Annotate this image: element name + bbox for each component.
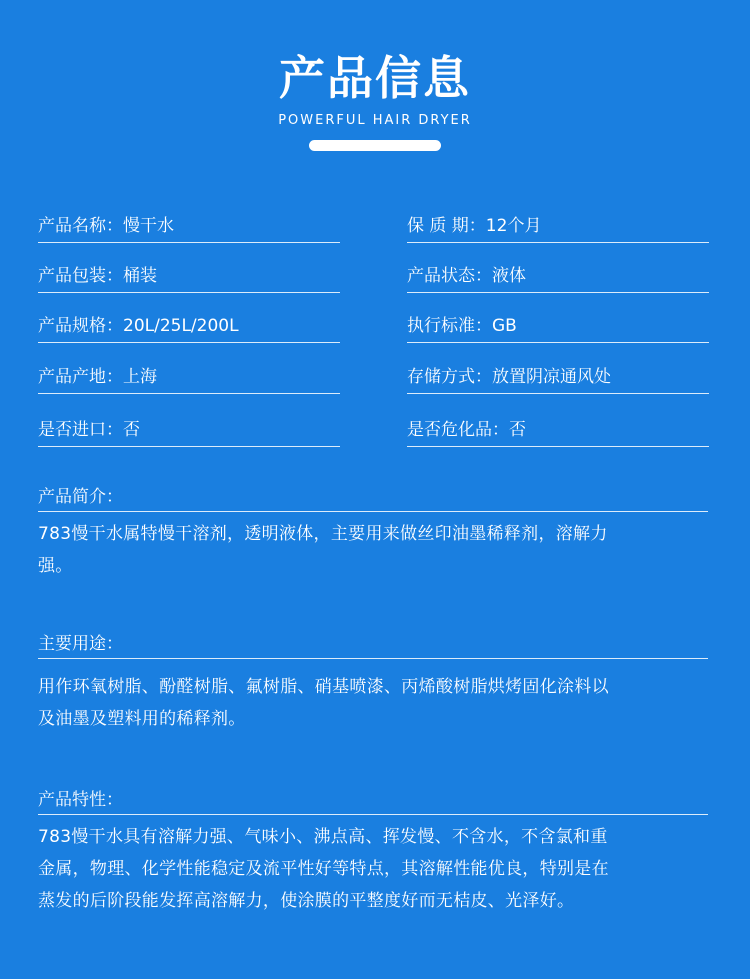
field-imported: 是否进口：否 [38, 414, 340, 447]
field-packaging: 产品包装：桶装 [38, 260, 340, 293]
section-heading-features: 产品特性： [38, 786, 708, 815]
field-state: 产品状态：液体 [407, 260, 709, 293]
field-origin: 产品产地：上海 [38, 361, 340, 394]
page-subtitle: POWERFUL HAIR DRYER [278, 113, 472, 128]
section-body-features [38, 821, 714, 917]
page-title: 产品信息 [279, 51, 471, 105]
field-storage: 存储方式：放置阴凉通风处 [407, 361, 709, 394]
section-body-uses [38, 671, 714, 735]
section-line: 金属，物理、化学性能稳定及流平性好等特点，其溶解性能优良，特别是在 [38, 859, 609, 879]
field-product-name: 产品名称：慢干水 [38, 210, 340, 243]
section-line: 783慢干水属特慢干溶剂，透明液体，主要用来做丝印油墨稀释剂，溶解力 [38, 524, 608, 544]
section-line: 强。 [38, 556, 73, 576]
section-line: 蒸发的后阶段能发挥高溶解力，使涂膜的平整度好而无桔皮、光泽好。 [38, 891, 575, 911]
section-heading-uses: 主要用途： [38, 630, 708, 659]
field-shelf-life: 保 质 期：12个月 [407, 210, 709, 243]
section-heading-intro: 产品简介： [38, 483, 708, 512]
section-line: 及油墨及塑料用的稀释剂。 [38, 709, 246, 729]
field-hazardous: 是否危化品：否 [407, 414, 709, 447]
title-underline-bar [309, 140, 441, 151]
section-line: 用作环氧树脂、酚醛树脂、氟树脂、硝基喷漆、丙烯酸树脂烘烤固化涂料以 [38, 677, 609, 697]
field-specification: 产品规格：20L/25L/200L [38, 310, 340, 343]
section-line: 783慢干水具有溶解力强、气味小、沸点高、挥发慢、不含水，不含氯和重 [38, 827, 608, 847]
section-body-intro [38, 518, 714, 582]
field-standard: 执行标准：GB [407, 310, 709, 343]
